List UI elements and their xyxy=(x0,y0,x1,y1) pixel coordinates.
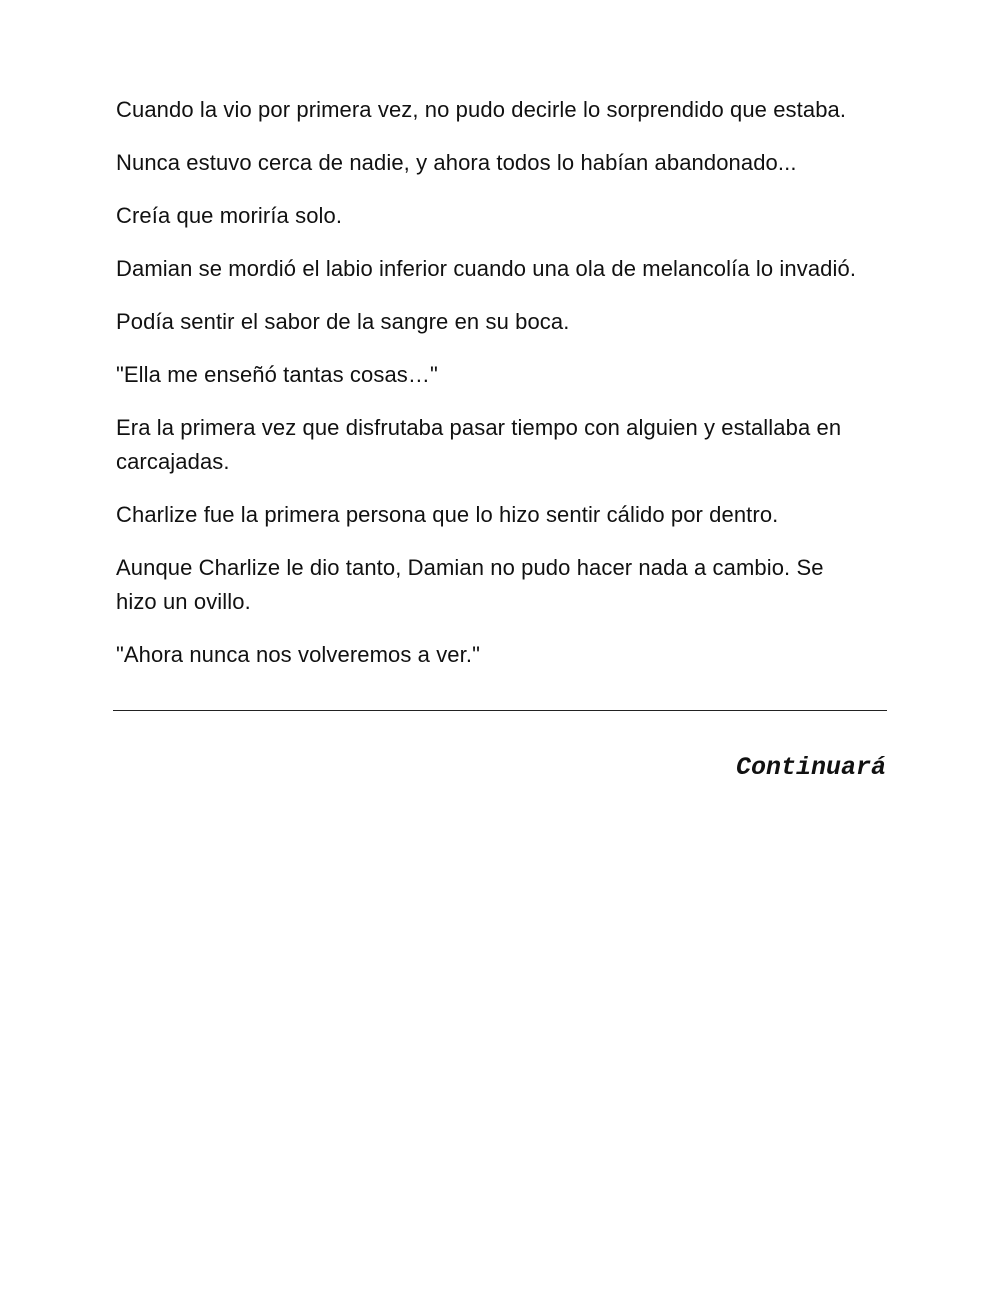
paragraph: Damian se mordió el labio inferior cuando una ola de melancolía lo invadió. xyxy=(116,256,857,281)
paragraph: Nunca estuvo cerca de nadie, y ahora todos lo habían abandonado... xyxy=(116,150,797,175)
paragraph: "Ella me enseñó tantas cosas…" xyxy=(116,362,438,387)
paragraph: Aunque Charlize le dio tanto, Damian no pudo hacer nada a cambio. Se hizo un ovillo. xyxy=(116,555,824,614)
continue-label: Continuará xyxy=(735,753,886,782)
paragraph: Cuando la vio por primera vez, no pudo decirle lo sorprendido que estaba. xyxy=(116,97,847,122)
story-text xyxy=(116,93,892,691)
paragraph: "Ahora nunca nos volveremos a ver." xyxy=(116,642,480,667)
paragraph: Era la primera vez que disfrutaba pasar tiempo con alguien y estallaba en carcajadas. xyxy=(116,415,842,474)
section-divider xyxy=(113,710,887,711)
paragraph: Podía sentir el sabor de la sangre en su boca. xyxy=(116,309,570,334)
paragraph: Creía que moriría solo. xyxy=(116,203,343,228)
paragraph: Charlize fue la primera persona que lo hizo sentir cálido por dentro. xyxy=(116,502,779,527)
